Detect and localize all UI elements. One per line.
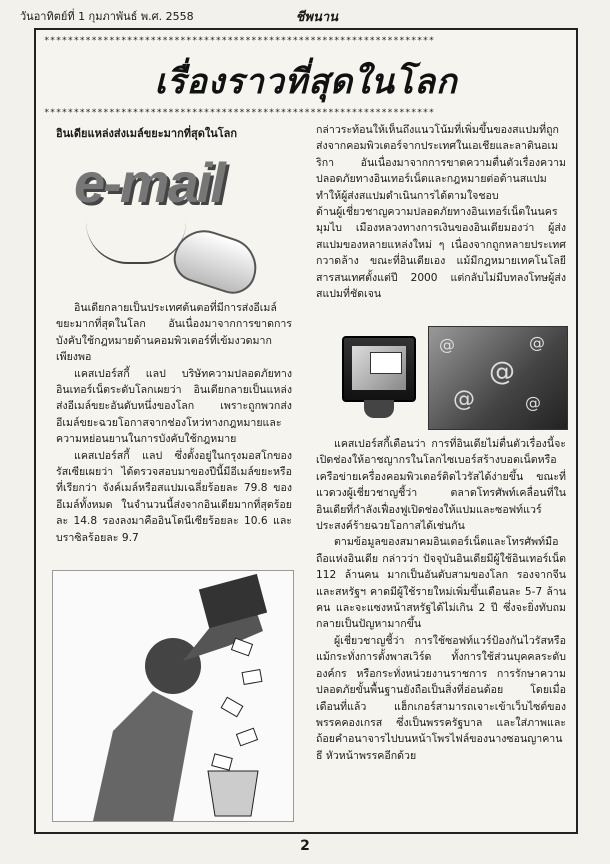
envelope-icon <box>370 352 402 374</box>
paragraph: แคสเปอร์สกี้ แลป บริษัทความปลอดภัยทางอินเทอร์เน็ตระดับโลกเผยว่า อินเดียกลายเป็นแหล่งส่งอีเมล์ขยะอันดับหนึ่งของโลก เพราะถูกพวกส่งอีเมล์ขยะฉวยโอกาสจากช่องโหว่ทางกฎหมายและความหย่อนยานในการบังคับใช้กฎหมาย <box>56 367 292 446</box>
page-header <box>20 6 590 26</box>
paragraph: แคสเปอร์สกี้เตือนว่า การที่อินเดียไม่ตื่นตัวเรื่องนี้จะเปิดช่องให้อาชญากรในโลกไซเบอร์สร้างบอตเน็ตหรือเครือข่ายเครื่องคอมพิวเตอร์ติดไวรัสได้ง่ายขึ้น ขณะที่แวดวงผู้เชี่ยวชาญชี้ว่า ตลาดโทรศัพท์เคลื่อนที่ในอินเดียที่กำลังเฟื่องฟูเปิดช่องให้แปมและซอฟท์แวร์ประสงค์ร้ายฉวยโอกาสได้เช่นกัน <box>316 438 566 533</box>
email-word-art: e-mail <box>74 151 224 214</box>
paragraph: กล่าวระท้อนให้เห็นถึงแนวโน้มที่เพิ่มขึ้นของสแปมที่ถูกส่งจากคอมพิวเตอร์จากประเทศในเอเชียและลาตินอเมริกา อันเนื่องมาจากการขาดความตื่นตัวเรื่องความปลอดภัยทางอินเทอร์เน็ตและกฎหมายต่อต้านสแปมทำให้ผู้ส่งสแปมดำเนินการได้ตามใจชอบ <box>316 124 566 202</box>
at-sign-icon: @ <box>453 387 475 412</box>
left-column-text <box>56 300 292 546</box>
paragraph: ด้านผู้เชี่ยวชาญความปลอดภัยทางอินเทอร์เน็ตในนครมุมไบ เมืองหลวงทางการเงินของอินเดียมองว่า ผู้ส่งสแปมของหลายแหล่งใหม่ ๆ เนื่องจากถูกหลายประเทศกวาดล้าง ขณะที่อินเดียเอง แม้มีกฎหมายเทคโนโลยีสารสนเทศตั้งแต่ปี 2000 แต่กลับไม่มีบทลงโทษผู้ส่งสแปมที่ชัดเจน <box>316 206 566 301</box>
right-column-text-bottom <box>316 436 566 764</box>
star-divider-bottom: ****************************************************************** <box>44 108 435 118</box>
paragraph: อินเดียกลายเป็นประเทศต้นตอที่มีการส่งอีเมล์ขยะมากที่สุดในโลก อันเนื่องมาจากการขาดการบังคับใช้กฎหมายด้านคอมพิวเตอร์ที่เข้มงวดมากเพียงพอ <box>56 302 292 364</box>
paragraph: แคสเปอร์สกี้ แลป ซึ่งตั้งอยู่ในกรุงมอสโกของรัสเซียเผยว่า ได้ตรวจสอบมาของปีนี้มีอีเมล์ขยะหรือที่เรียกว่า จังค์เมล์หรือสแปมเฉลี่ยร้อยละ 79.8 ของอีเมล์ทั้งหมด ในจำนวนนี้ส่งจากอินเดียมากที่สุดร้อยละ 14.8 รองลงมาคืออินโดนีเซียร้อยละ 10.6 และบราซิลร้อยละ 9.7 <box>56 449 292 544</box>
article-subhead: อินเดียแหล่งส่งเมล์ขยะมากที่สุดในโลก <box>56 127 238 140</box>
star-divider-top: ****************************************************************** <box>44 36 435 46</box>
at-sign-icon: @ <box>489 357 515 387</box>
at-sign-icon: @ <box>529 333 545 352</box>
at-sign-icon: @ <box>525 393 541 412</box>
man-throwing-emails-icon <box>53 571 293 821</box>
article-headline: เรื่องราวที่สุดในโลก <box>154 62 458 102</box>
mouse-cable <box>86 222 186 264</box>
page-number: 2 <box>300 838 310 854</box>
email-illustration <box>66 142 266 302</box>
masthead-logo: ชีพนาน <box>295 9 339 25</box>
computer-monitor-image <box>342 330 420 426</box>
right-column-text-top <box>316 122 566 302</box>
article-frame <box>34 28 578 834</box>
issue-date: วันอาทิตย์ที่ 1 กุมภาพันธ์ พ.ศ. 2558 <box>20 10 194 23</box>
spam-cartoon-image <box>52 570 294 822</box>
at-sign-icon: @ <box>439 335 455 354</box>
at-symbol-collage-image <box>428 326 568 430</box>
paragraph: ตามข้อมูลของสมาคมอินเตอร์เน็ตและโทรศัพท์มือถือแห่งอินเดีย กล่าวว่า ปัจจุบันอินเดียมีผู้ใช้อินเทอร์เน็ต 112 ล้านคน มากเป็นอันดับสามของโลก รองจากจีนและสหรัฐฯ คาดมีผู้ใช้รายใหม่เพิ่มขึ้นเดือนละ 5-7 ล้านคน และจะแซงหน้าสหรัฐได้ไม่เกิน 2 ปี ซึ่งจะยิ่งทับถมกลายเป็นปัญหามากขึ้น <box>316 536 566 631</box>
paragraph: ผู้เชี่ยวชาญชี้ว่า การใช้ซอฟท์แวร์ป้องกันไวรัสหรือแม้กระทั่งการตั้งพาสเวิร์ด ทั้งการใช้ส่วนบุคคลระดับองค์กร หรือกระทั่งหน่วยงานราชการ การรักษาความปลอดภัยขั้นพื้นฐานยังถือเป็นสิ่งที่อ่อนด้อย โดยเมื่อเดือนที่แล้ว แฮ็กเกอร์สามารถเจาะเข้าเว็บไซต์ของพรรคคองเกรส ซึ่งเป็นพรรครัฐบาล และใส่ภาพและถ้อยคำอนาจารไปบนหน้าโพรไฟล์ของนางซอนญาคานธี หัวหน้าพรรคอีกด้วย <box>316 634 566 762</box>
